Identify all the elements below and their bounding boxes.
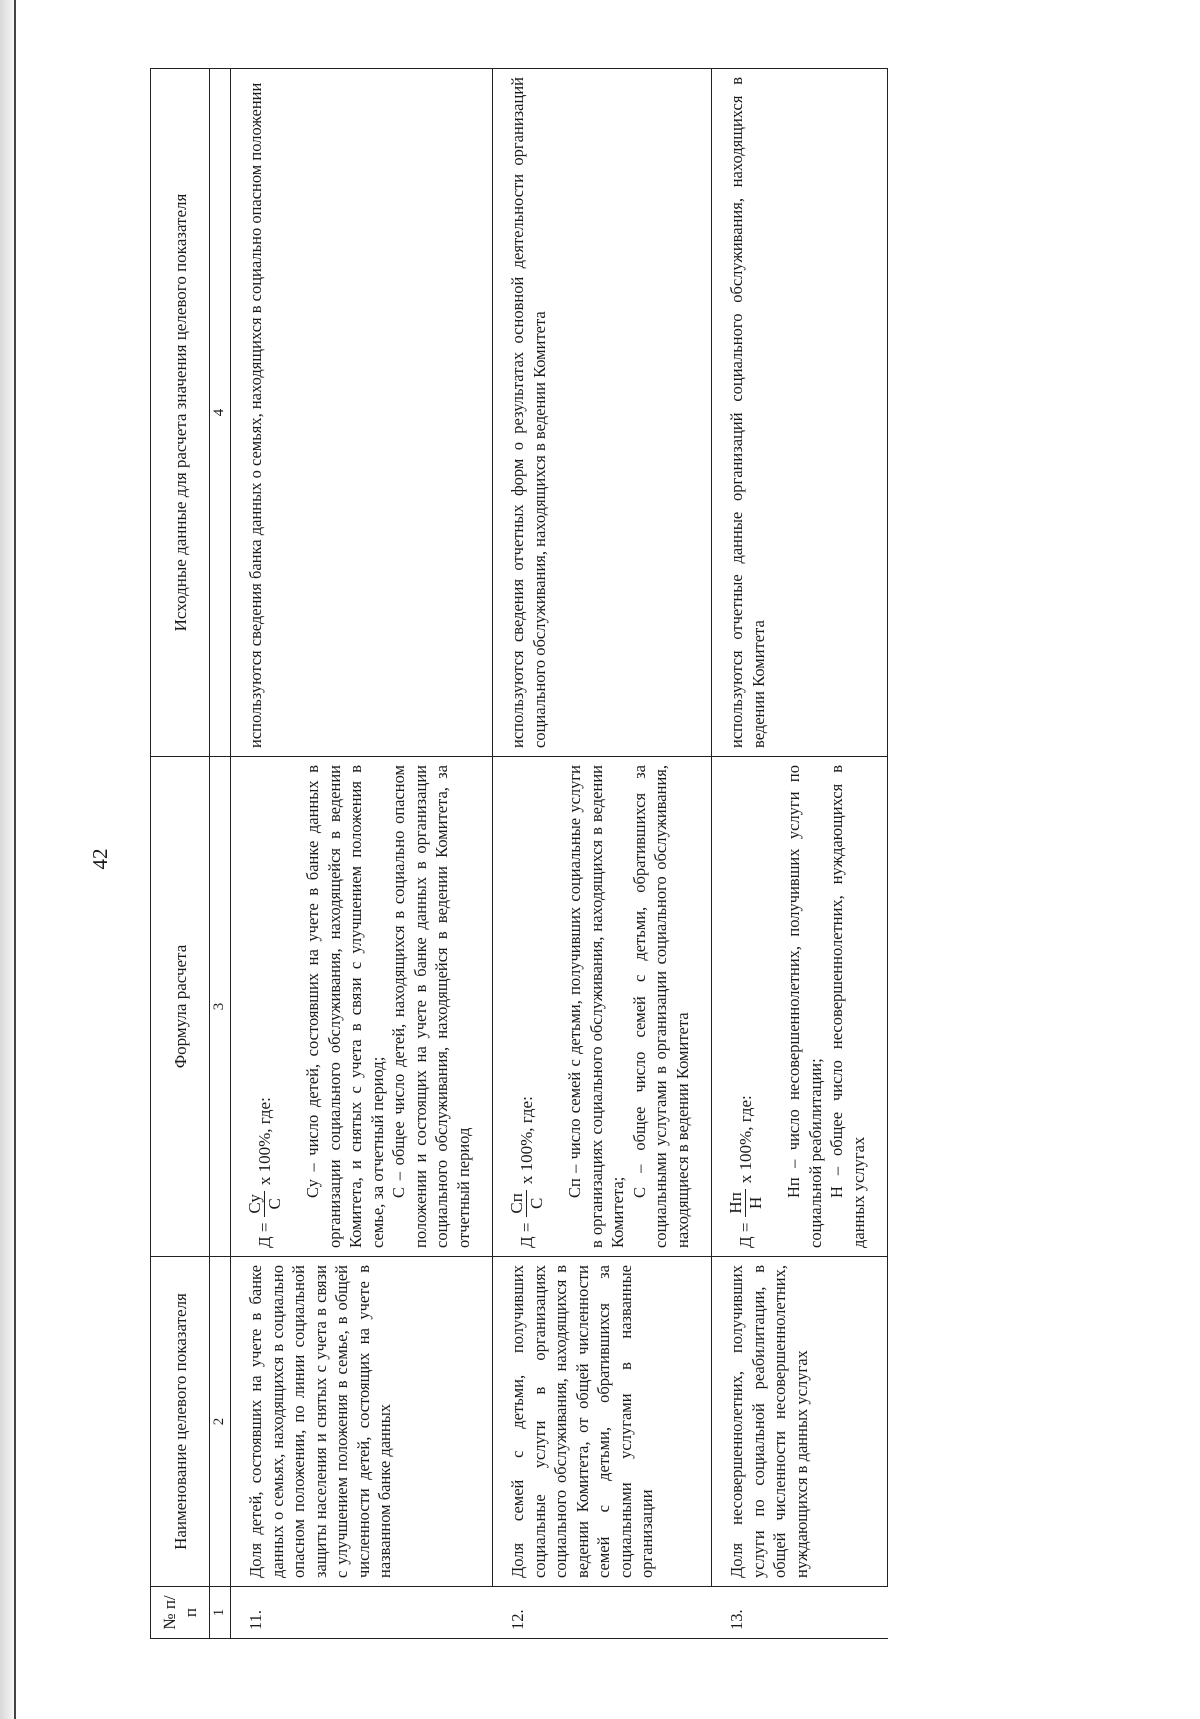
source-data: используются отчетные данные организаций социального обслуживания, находящихся в ведении Комитета: [712, 69, 888, 757]
formula-denominator: С: [265, 1198, 284, 1210]
row-number: 13.: [712, 1587, 888, 1639]
column-number: 3: [210, 757, 231, 1257]
formula-cell: [231, 757, 493, 1257]
table-header-row: [151, 69, 210, 1639]
formula-numerator: Сп: [507, 1190, 527, 1216]
header-formula: Формула расчета: [151, 757, 210, 1257]
formula-definition: Нп – число несовершеннолетних, получивших услуги по социальной реабилитации;: [784, 765, 825, 1248]
formula: [726, 765, 765, 1248]
formula-rhs: х 100%, где:: [516, 1096, 536, 1185]
formula-definition: Н – общее число несовершеннолетних, нуждающихся в данных услугах: [827, 765, 868, 1248]
formula: [507, 765, 546, 1248]
table-row: [231, 69, 493, 1639]
indicators-table: [150, 68, 888, 1639]
table-row: [712, 69, 888, 1639]
formula-lhs: Д =: [735, 1222, 755, 1248]
table-row: [493, 69, 712, 1639]
indicator-name: Доля детей, состоявших на учете в банке данных о семьях, находящихся в социально опасном положении, по линии социальной защиты населения и снятых с учета в связи с улучшением положения в семье, в общей численности детей, состоящих на учете в названном банке данных: [231, 1257, 493, 1587]
formula: [245, 765, 284, 1248]
page-number: 42: [88, 848, 112, 870]
row-number: 11.: [231, 1587, 493, 1639]
indicator-name: Доля несовершеннолетних, получивших услуги по социальной реабилитации, в общей численности несовершеннолетних, нуждающихся в данных услугах: [712, 1257, 888, 1587]
header-indicator-name: Наименование целевого показателя: [151, 1257, 210, 1587]
indicator-name: Доля семей с детьми, получивших социальные услуги в организациях социального обслуживания, находящихся в ведении Комитета, от общей численности семей с детьми, обратившихся за социальными услугами в названные организации: [493, 1257, 712, 1587]
source-data: используются сведения отчетных форм о результатах основной деятельности организаций социального обслуживания, находящихся в ведении Комитета: [493, 69, 712, 757]
formula-definition: Сп – число семей с детьми, получивших социальные услуги в организациях социального обслуживания, находящихся в ведении Комитета;: [565, 765, 627, 1248]
header-source-data: Исходные данные для расчета значения целевого показателя: [151, 69, 210, 757]
formula-definition: С – общее число семей с детьми, обратившихся за социальными услугами в организации социального обслуживания, находящиеся в ведении Комитета: [629, 765, 692, 1248]
formula-cell: [493, 757, 712, 1257]
formula-lhs: Д =: [254, 1222, 274, 1248]
formula-fraction: [726, 1189, 765, 1216]
formula-numerator: Нп: [726, 1189, 746, 1216]
formula-definition: С – общее число детей, находящихся в социально опасном положении и состоящих на учете в банке данных в организации социального обслуживания, находящейся в ведении Комитета, за отчетный период: [389, 765, 473, 1248]
formula-rhs: х 100%, где:: [254, 1097, 274, 1186]
formula-fraction: [507, 1190, 546, 1216]
formula-rhs: х 100%, где:: [735, 1095, 755, 1184]
formula-denominator: С: [527, 1197, 546, 1210]
formula-cell: [712, 757, 888, 1257]
table-column-numbers-row: [210, 69, 231, 1639]
formula-lhs: Д =: [516, 1222, 536, 1248]
column-number: 4: [210, 69, 231, 757]
row-number: 12.: [493, 1587, 712, 1639]
formula-definition: Су – число детей, состоявших на учете в банке данных в организации социального обслуживания, находящейся в ведении Комитета, и снятых с учета в связи с улучшением положения в семье, за отчетный период;: [303, 765, 387, 1248]
column-number: 1: [210, 1587, 231, 1639]
formula-fraction: [245, 1191, 284, 1216]
source-data: используются сведения банка данных о семьях, находящихся в социально опасном положении: [231, 69, 493, 757]
formula-denominator: Н: [746, 1196, 765, 1210]
column-number: 2: [210, 1257, 231, 1587]
header-number: № п/п: [151, 1587, 210, 1639]
formula-numerator: Су: [245, 1191, 265, 1216]
